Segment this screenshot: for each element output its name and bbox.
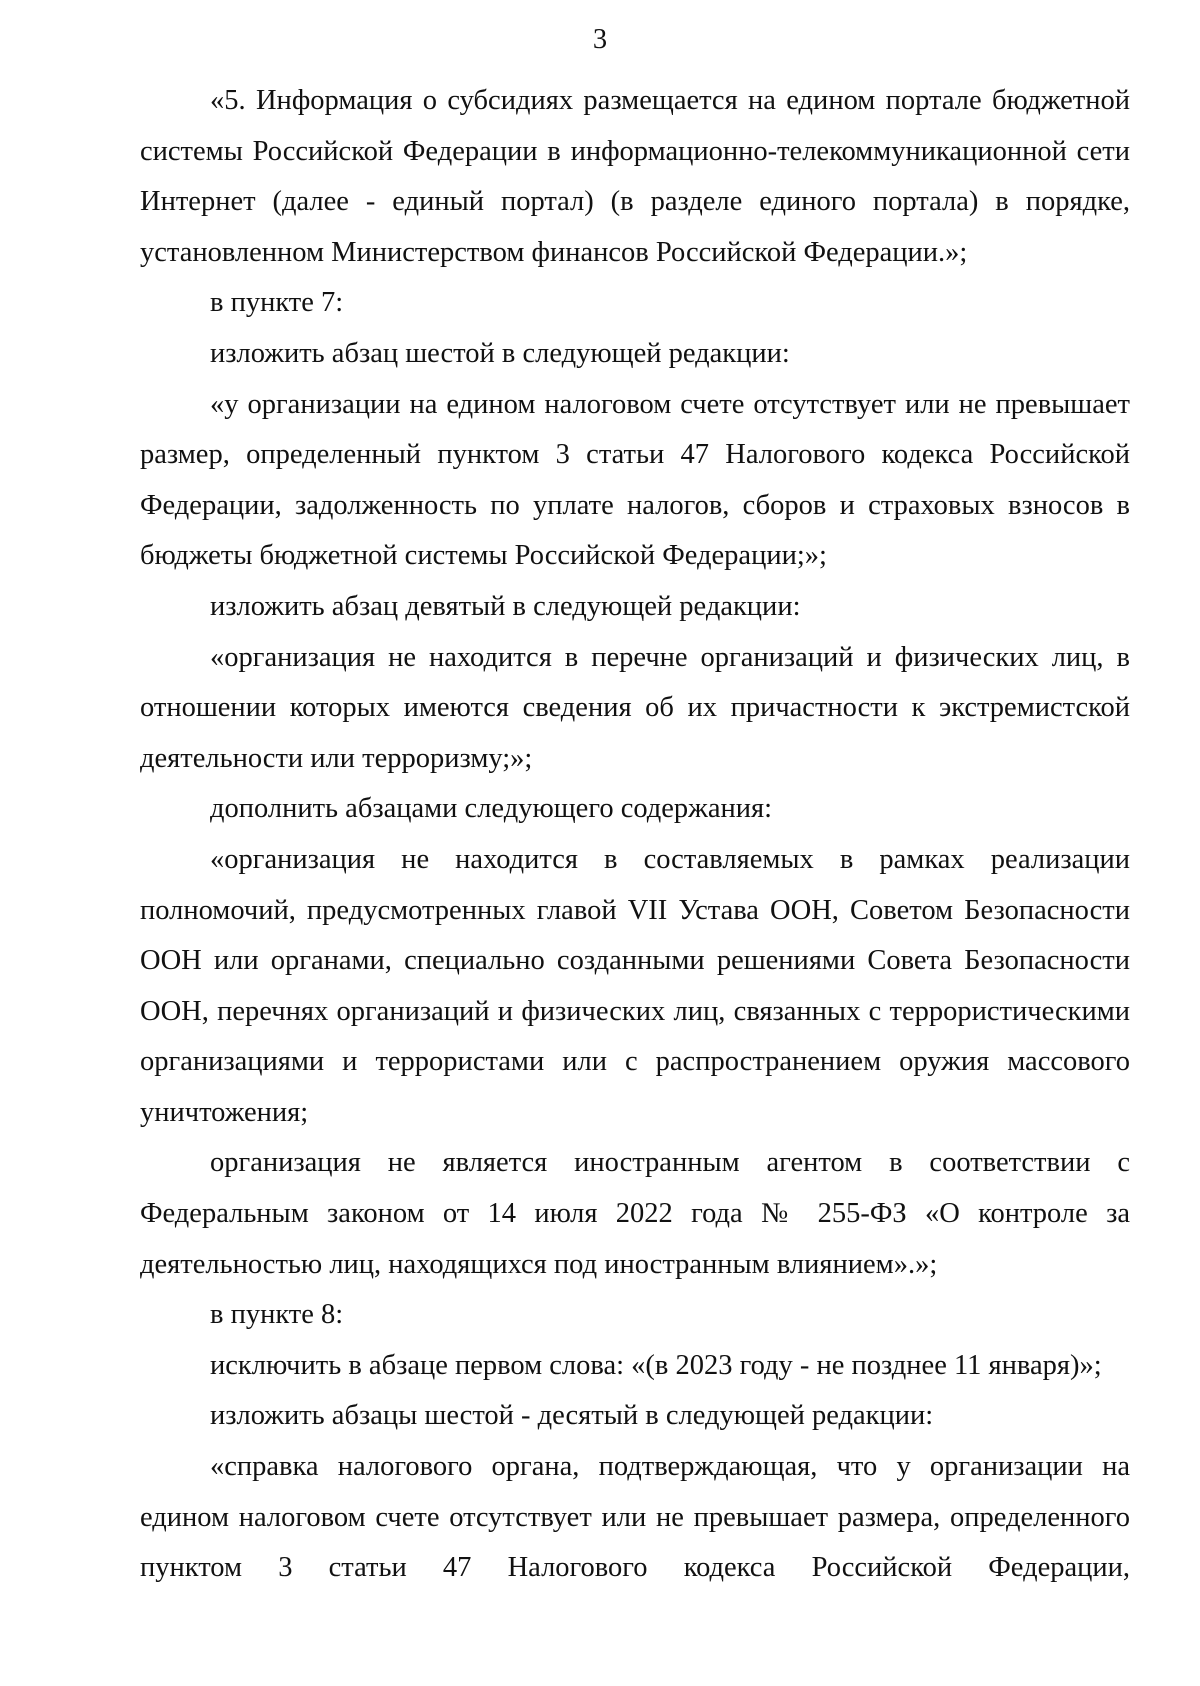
paragraph-amend-ninth: изложить абзац девятый в следующей редакции: (210, 590, 801, 622)
paragraph-add-paragraphs: дополнить абзацами следующего содержания: (210, 793, 773, 825)
paragraph-un-lists: «организация не находится в составляемых в рамках реализации полномочий, предусмотренных главой VII Устава ООН, Советом Безопасности ООН или органами, специально созданными решениями Совета Безопасности ООН, перечнях организаций и физических лиц, связанных с террористическими организациями и террористами или с распространением оружия массового уничтожения; (140, 843, 1130, 1128)
paragraph-tax-debt: «у организации на едином налоговом счете отсутствует или не превышает размер, определенный пунктом 3 статьи 47 Налогового кодекса Российской Федерации, задолженность по уплате налогов, сборов и страховых взносов в бюджеты бюджетной системы Российской Федерации;»; (140, 388, 1130, 572)
paragraph-subsidy-info: «5. Информация о субсидиях размещается на едином портале бюджетной системы Российской Федерации в информационно-телекоммуникационной сети Интернет (далее - единый портал) (в разделе единого портала) в порядке, установленном Министерством финансов Российской Федерации.»; (140, 85, 1130, 268)
paragraph-extremism-list: «организация не находится в перечне организаций и физических лиц, в отношении которых имеются сведения об их причастности к экстремистской деятельности или терроризму;»; (140, 641, 1130, 774)
paragraph-tax-certificate: «справка налогового органа, подтверждающая, что у организации на едином налоговом счете отсутствует или не превышает размера, определенного пунктом 3 статьи 47 Налогового кодекса Российской Федерации, (140, 1451, 1130, 1584)
paragraph-exclude-words: исключить в абзаце первом слова: «(в 2023 году - не позднее 11 января)»; (210, 1349, 1102, 1381)
page-number: 3 (592, 24, 608, 55)
paragraph-amend-sixth-tenth: изложить абзацы шестой - десятый в следующей редакции: (210, 1400, 934, 1432)
document-body (140, 76, 1130, 1594)
paragraph-amend-sixth: изложить абзац шестой в следующей редакции: (210, 337, 790, 369)
paragraph-foreign-agent: организация не является иностранным агентом в соответствии с Федеральным законом от 14 июля 2022 года № 255-ФЗ «О контроле за деятельностью лиц, находящихся под иностранным влиянием».»; (140, 1147, 1130, 1280)
paragraph-clause-7: в пункте 7: (210, 287, 344, 319)
paragraph-clause-8: в пункте 8: (210, 1299, 344, 1331)
